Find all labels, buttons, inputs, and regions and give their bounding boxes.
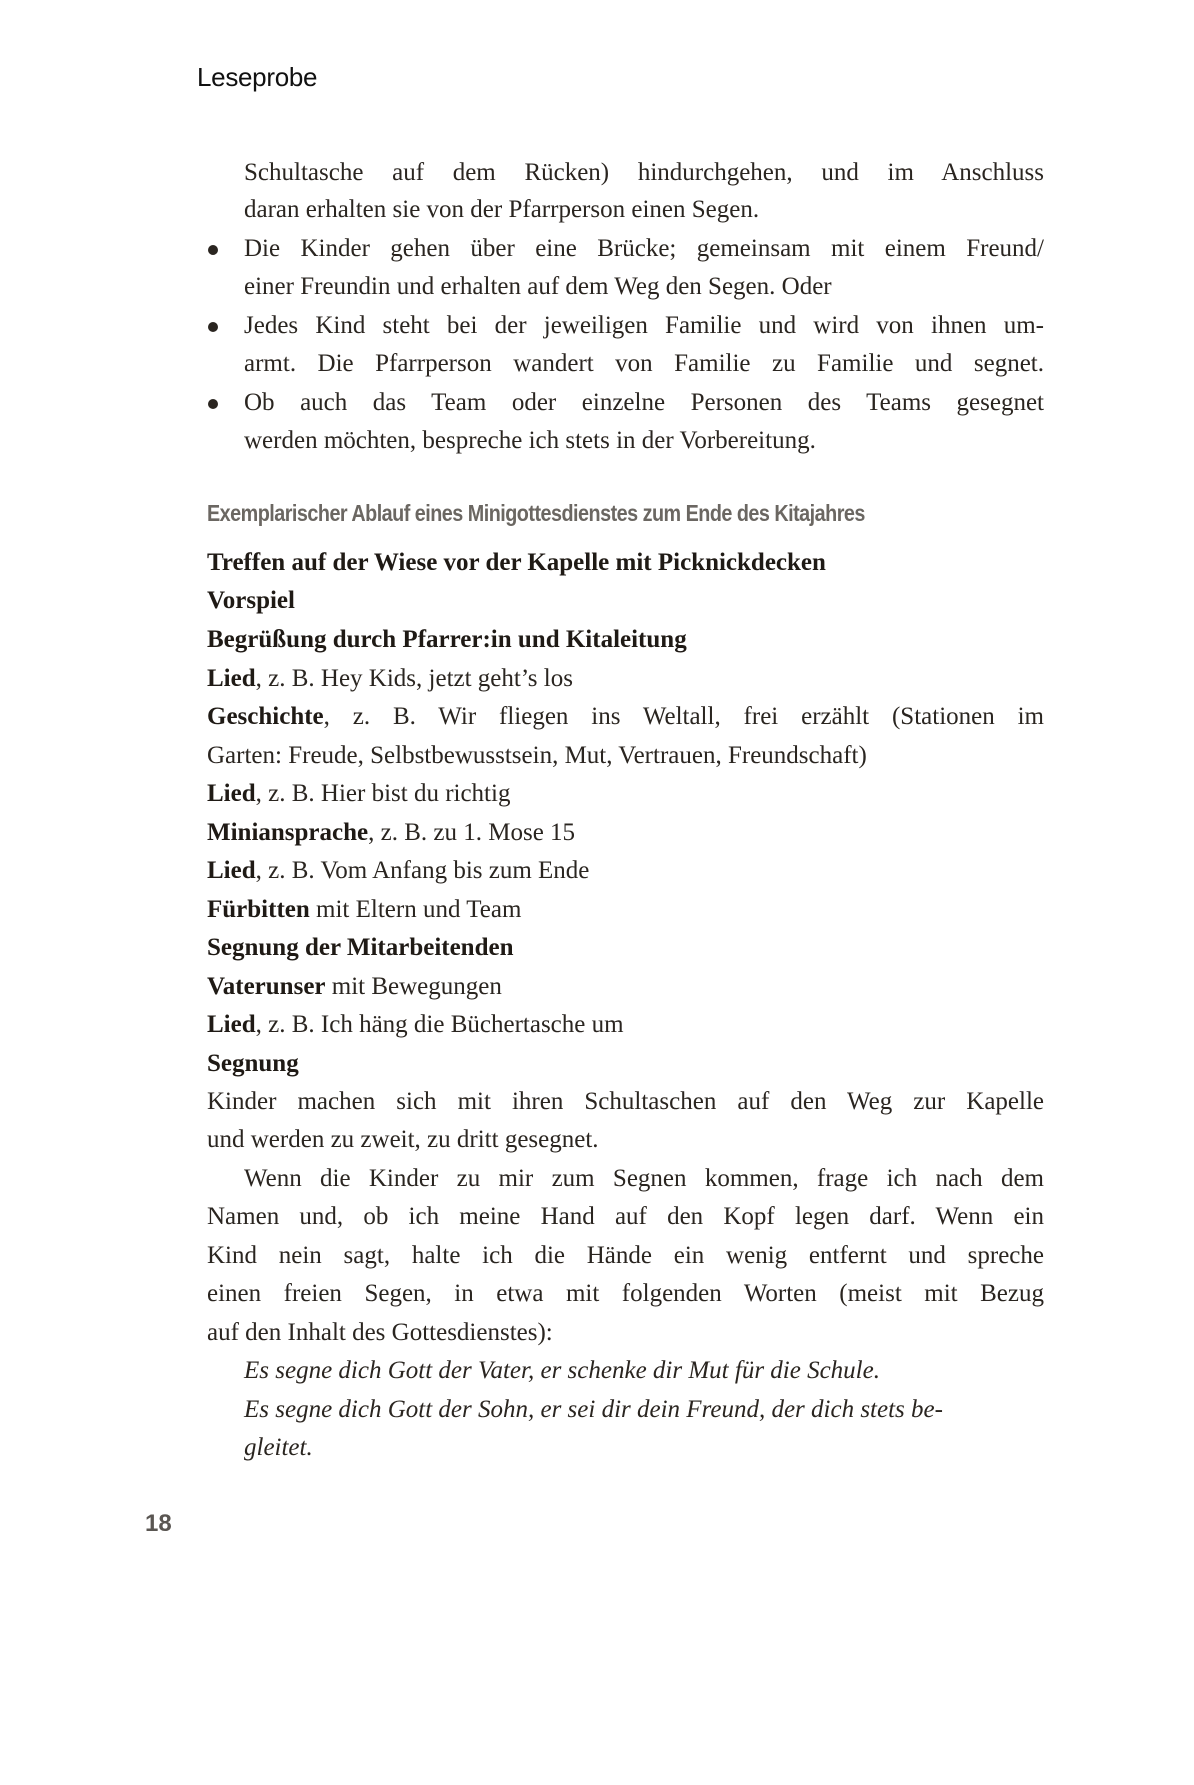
- body-line: Kinder machen sich mit ihren Schultaschen auf den Weg zur Kapelle: [207, 1088, 1044, 1115]
- body-line: auf den Inhalt des Gottesdienstes):: [207, 1319, 553, 1346]
- liturgy-item: [207, 584, 295, 618]
- liturgy-item-detail: , z. B. Wir fliegen ins Weltall, frei erzählt (Stationen im: [323, 703, 1044, 730]
- body-line: und werden zu zweit, zu dritt gesegnet.: [207, 1126, 599, 1153]
- leseprobe-label: Leseprobe: [197, 62, 318, 92]
- bullet-line: werden möchten, bespreche ich stets in der Vorbereitung.: [244, 427, 816, 454]
- bullet-icon: [208, 322, 218, 332]
- liturgy-item-title: Geschichte: [207, 703, 324, 730]
- liturgy-item-detail: , z. B. zu 1. Mose 15: [368, 819, 576, 846]
- blessing-line: Es segne dich Gott der Sohn, er sei dir dein Freund, der dich stets be-: [244, 1396, 943, 1423]
- liturgy-item: [207, 1047, 299, 1081]
- body-line: Namen und, ob ich meine Hand auf den Kopf legen darf. Wenn ein: [207, 1203, 1044, 1230]
- liturgy-item-title: Treffen auf der Wiese vor der Kapelle mit Picknickdecken: [207, 549, 826, 576]
- liturgy-item: [207, 893, 521, 927]
- liturgy-item-title: Lied: [207, 857, 256, 884]
- liturgy-item: [207, 546, 826, 580]
- bullet-line: einer Freundin und erhalten auf dem Weg den Segen. Oder: [244, 273, 832, 300]
- liturgy-item: [207, 1008, 624, 1042]
- blessing-line: Es segne dich Gott der Vater, er schenke dir Mut für die Schule.: [244, 1357, 880, 1384]
- liturgy-item-title: Fürbitten: [207, 896, 310, 923]
- body-line: einen freien Segen, in etwa mit folgenden Worten (meist mit Bezug: [207, 1280, 1044, 1307]
- liturgy-item-title: Vaterunser: [207, 973, 326, 1000]
- bullet-line: Ob auch das Team oder einzelne Personen des Teams gesegnet: [244, 389, 1044, 416]
- liturgy-item-detail: , z. B. Hier bist du richtig: [255, 780, 511, 807]
- body-line: daran erhalten sie von der Pfarrperson einen Segen.: [244, 196, 760, 223]
- liturgy-item: [207, 623, 687, 657]
- page-number: 18: [145, 1510, 172, 1537]
- liturgy-item: [207, 931, 514, 965]
- liturgy-item-detail: mit Bewegungen: [325, 973, 502, 1000]
- liturgy-item: [207, 777, 510, 811]
- liturgy-item: [207, 662, 573, 696]
- liturgy-item: [207, 816, 575, 850]
- liturgy-item-title: Miniansprache: [207, 819, 369, 846]
- liturgy-item-title: Lied: [207, 665, 256, 692]
- liturgy-item-detail: Garten: Freude, Selbstbewusstsein, Mut, Vertrauen, Freundschaft): [207, 742, 867, 769]
- liturgy-item-detail: , z. B. Ich häng die Büchertasche um: [255, 1011, 624, 1038]
- liturgy-item-title: Begrüßung durch Pfarrer:in und Kitaleitung: [207, 626, 687, 653]
- bullet-line: armt. Die Pfarrperson wandert von Familie zu Familie und segnet.: [244, 350, 1044, 377]
- bullet-icon: [208, 399, 218, 409]
- body-line: Wenn die Kinder zu mir zum Segnen kommen, frage ich nach dem: [244, 1165, 1044, 1192]
- body-line: Kind nein sagt, halte ich die Hände ein wenig entfernt und spreche: [207, 1242, 1044, 1269]
- liturgy-item-detail: mit Eltern und Team: [309, 896, 522, 923]
- liturgy-item: [207, 854, 589, 888]
- bullet-line: Jedes Kind steht bei der jeweiligen Familie und wird von ihnen um-: [244, 312, 1044, 339]
- liturgy-item-title: Vorspiel: [207, 587, 295, 614]
- liturgy-item-detail: , z. B. Hey Kids, jetzt geht’s los: [255, 665, 573, 692]
- body-line: Schultasche auf dem Rücken) hindurchgehen, und im Anschluss: [244, 159, 1044, 186]
- bullet-icon: [208, 245, 218, 255]
- liturgy-item-detail: , z. B. Vom Anfang bis zum Ende: [255, 857, 590, 884]
- blessing-line: gleitet.: [244, 1434, 313, 1461]
- liturgy-item-title: Lied: [207, 1011, 256, 1038]
- liturgy-item: [207, 739, 867, 773]
- liturgy-item-title: Segnung: [207, 1050, 299, 1077]
- liturgy-item: [207, 970, 502, 1004]
- liturgy-item-title: Lied: [207, 780, 256, 807]
- liturgy-item: [207, 700, 1044, 734]
- bullet-line: Die Kinder gehen über eine Brücke; gemeinsam mit einem Freund/: [244, 235, 1044, 262]
- liturgy-item-title: Segnung der Mitarbeitenden: [207, 934, 514, 961]
- section-heading: Exemplarischer Ablauf eines Minigottesdienstes zum Ende des Kitajahres: [207, 500, 865, 526]
